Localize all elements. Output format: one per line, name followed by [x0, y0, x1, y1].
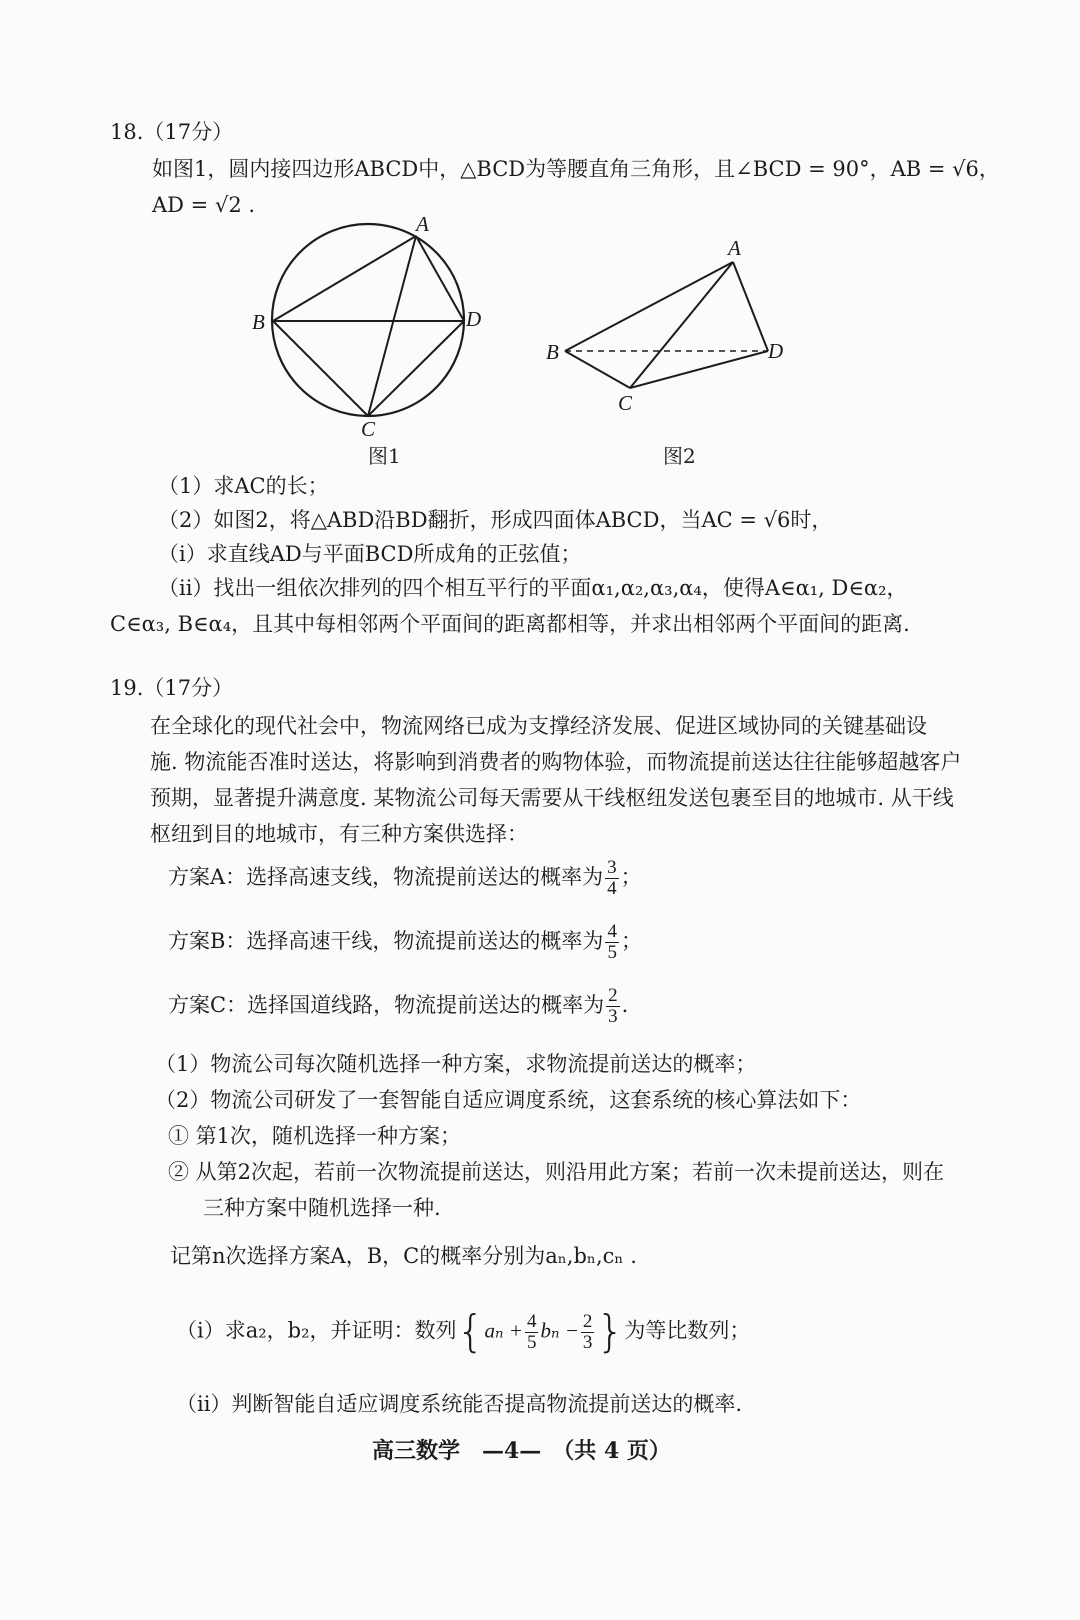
plan-b — [168, 922, 642, 963]
plan-a-fraction — [605, 858, 619, 899]
seq-fraction-2-num: 2 — [582, 1310, 593, 1332]
q18-header — [110, 120, 233, 145]
plan-a-denominator: 4 — [607, 877, 617, 899]
plan-a-end: ； — [620, 864, 642, 889]
q19-part2: （2）物流公司研发了一套智能自适应调度系统，这套系统的核心算法如下： — [155, 1088, 862, 1112]
fig2-edge-CD — [630, 351, 768, 388]
fig1-label-B: B — [252, 310, 265, 334]
fig2-label-B: B — [546, 340, 559, 364]
q18-part2: （2）如图2，将△ABD沿BD翻折，形成四面体ABCD，当AC = √6时， — [158, 508, 833, 532]
page-footer: 高三数学 —4— （共 4 页） — [372, 1438, 671, 1464]
seq-fraction-1 — [525, 1312, 539, 1353]
plan-c-denominator: 3 — [608, 1005, 618, 1027]
fig2-label-C: C — [618, 391, 633, 415]
q19-step2-line2: 三种方案中随机选择一种. — [203, 1196, 441, 1220]
q18-stem-line1: 如图1，圆内接四边形ABCD中，△BCD为等腰直角三角形，且∠BCD = 90°，AB = √6， — [152, 157, 1000, 181]
q18-stem-line2: AD = √2 . — [152, 193, 256, 217]
figure-1 — [240, 210, 500, 460]
plan-b-denominator: 5 — [607, 941, 617, 963]
q19-part2-i-a: （i）求a₂，b₂，并证明：数列 — [176, 1318, 457, 1343]
fig2-caption: 图2 — [663, 444, 696, 468]
fig1-label-C: C — [361, 417, 376, 441]
plan-a-numerator: 3 — [607, 857, 617, 878]
q18-part1: （1）求AC的长； — [158, 474, 329, 498]
q19-score: （17分） — [143, 676, 234, 700]
q18-part2-ii-line2: C∈α₃, B∈α₄，且其中每相邻两个平面间的距离都相等，并求出相邻两个平面间的距离. — [110, 612, 910, 636]
q19-intro-line2: 施. 物流能否准时送达，将影响到消费者的购物体验，而物流提前送达往往能够超越客户 — [150, 750, 962, 774]
fig2-edge-AD — [733, 262, 768, 351]
plan-c-text: 方案C：选择国道线路，物流提前送达的概率为 — [168, 992, 605, 1017]
plan-c-numerator: 2 — [608, 985, 618, 1006]
q18-number: 18. — [110, 120, 144, 144]
q19-step1: ① 第1次，随机选择一种方案； — [168, 1124, 462, 1148]
right-brace: } — [596, 1306, 625, 1357]
fig2-edge-AB — [565, 262, 733, 351]
fig1-edge-AC — [368, 236, 416, 416]
fig2-edge-AC — [630, 262, 733, 388]
fig1-edge-BC — [273, 321, 368, 416]
seq-fraction-2-den: 3 — [582, 1331, 593, 1353]
left-brace: { — [456, 1306, 485, 1357]
fig2-label-D: D — [768, 339, 784, 363]
q19-notation: 记第n次选择方案A，B，C的概率分别为aₙ,bₙ,cₙ . — [170, 1244, 637, 1268]
fig1-label-A: A — [416, 212, 429, 236]
seq-term-b: bₙ − — [540, 1318, 579, 1343]
seq-term-a: aₙ + — [484, 1318, 523, 1343]
q18-score: （17分） — [143, 120, 234, 144]
fig1-edge-AD — [416, 236, 464, 321]
plan-b-text: 方案B：选择高速干线，物流提前送达的概率为 — [168, 928, 604, 953]
q19-part2-ii: （ii）判断智能自适应调度系统能否提高物流提前送达的概率. — [176, 1392, 743, 1416]
q19-step2-line1: ② 从第2次起，若前一次物流提前送达，则沿用此方案；若前一次未提前送达，则在 — [168, 1160, 945, 1184]
plan-a — [168, 858, 642, 899]
q19-part2-i-b: 为等比数列； — [624, 1318, 751, 1343]
plan-b-fraction — [605, 922, 619, 963]
plan-a-text: 方案A：选择高速支线，物流提前送达的概率为 — [168, 864, 604, 889]
fig1-edge-AB — [273, 236, 416, 321]
seq-fraction-1-den: 5 — [526, 1331, 537, 1353]
fig1-label-D: D — [466, 307, 482, 331]
q18-part2-ii-line1: （ii）找出一组依次排列的四个相互平行的平面α₁,α₂,α₃,α₄，使得A∈α₁, D∈α₂， — [158, 576, 908, 600]
plan-b-numerator: 4 — [607, 921, 617, 942]
plan-c-end: . — [621, 992, 629, 1017]
q19-number: 19. — [110, 676, 144, 700]
q19-header — [110, 676, 233, 701]
q19-intro-line4: 枢纽到目的地城市，有三种方案供选择： — [150, 822, 528, 846]
q19-part2-i — [176, 1306, 751, 1357]
seq-fraction-1-num: 4 — [526, 1310, 537, 1332]
plan-b-end: ； — [620, 928, 642, 953]
q19-intro-line1: 在全球化的现代社会中，物流网络已成为支撑经济发展、促进区域协同的关键基础设 — [150, 714, 927, 738]
seq-fraction-2 — [581, 1312, 595, 1353]
q18-part2-i: （i）求直线AD与平面BCD所成角的正弦值； — [158, 542, 582, 566]
figure-2 — [540, 235, 800, 425]
plan-c — [168, 986, 628, 1027]
plan-c-fraction — [606, 986, 620, 1027]
q19-intro-line3: 预期，显著提升满意度. 某物流公司每天需要从干线枢纽发送包裹至目的地城市. 从干线 — [150, 786, 954, 810]
fig2-edge-BC — [565, 351, 630, 388]
fig1-caption: 图1 — [368, 444, 401, 468]
fig2-label-A: A — [728, 236, 741, 260]
q19-part1: （1）物流公司每次随机选择一种方案，求物流提前送达的概率； — [155, 1052, 757, 1076]
